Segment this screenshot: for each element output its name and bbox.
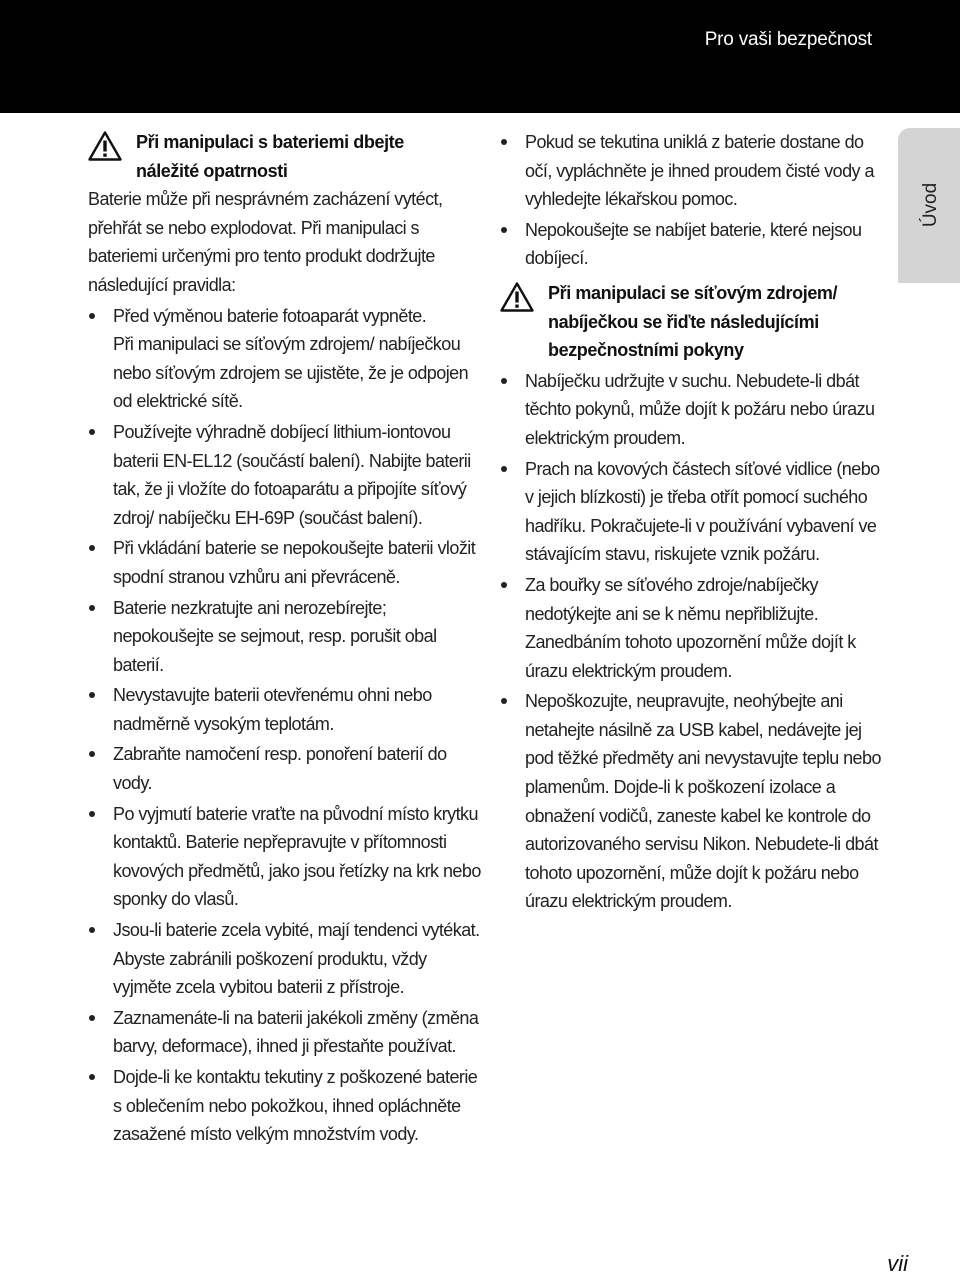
heading-line: nabíječkou se řiďte následujícími	[548, 311, 819, 332]
list-item: Pokud se tekutina uniklá z baterie dostane do očí, vypláchněte je ihned proudem čisté vody a vyhledejte lékařskou pomoc.	[500, 128, 885, 214]
heading-line: náležité opatrnosti	[136, 160, 288, 181]
heading-line: bezpečnostními pokyny	[548, 340, 744, 361]
list-item: Po vyjmutí baterie vraťte na původní místo krytku kontaktů. Baterie nepřepravujte v přítomnosti kovových předmětů, jako jsou řetízky na krk nebo sponky do vlasů.	[88, 800, 483, 914]
list-item: Používejte výhradně dobíjecí lithium-iontovou baterii EN-EL12 (součástí balení). Nabijte baterii tak, že ji vložíte do fotoaparátu a připojíte síťový zdroj/ nabíječku EH-69P (součást balení).	[88, 418, 483, 532]
list-item: Před výměnou baterie fotoaparát vypněte.	[88, 302, 483, 331]
list-item: Nevystavujte baterii otevřenému ohni nebo nadměrně vysokým teplotám.	[88, 681, 483, 738]
charger-warning-heading	[500, 279, 885, 365]
list-item: Při vkládání baterie se nepokoušejte baterii vložit spodní stranou vzhůru ani převráceně.	[88, 534, 483, 591]
battery-rules-list-continued	[500, 128, 885, 273]
left-column	[88, 128, 483, 1149]
battery-intro: Baterie může při nesprávném zacházení vytéct, přehřát se nebo explodovat. Při manipulaci s bateriemi určenými pro tento produkt dodržujte následující pravidla:	[88, 189, 443, 295]
battery-rules-list	[88, 302, 483, 1149]
list-item: Za bouřky se síťového zdroje/nabíječky nedotýkejte ani se k němu nepřibližujte. Zanedbáním tohoto upozornění může dojít k úrazu elektrickým proudem.	[500, 571, 885, 685]
battery-warning-heading	[88, 128, 483, 185]
list-item: Baterie nezkratujte ani nerozebírejte; nepokoušejte se sejmout, resp. porušit obal baterií.	[88, 594, 483, 680]
chapter-tab-label: Úvod	[920, 182, 941, 228]
list-item: Zabraňte namočení resp. ponoření baterií do vody.	[88, 740, 483, 797]
list-item: Nepoškozujte, neupravujte, neohýbejte ani netahejte násilně za USB kabel, nedávejte jej pod těžké předměty ani nevystavujte teplu nebo plamenům. Dojde-li k poškození izolace a obnažení vodičů, zaneste kabel ke kontrole do autorizovaného servisu Nikon. Nebudete-li dbát tohoto upozornění, může dojít k požáru nebo úrazu elektrickým proudem.	[500, 687, 885, 916]
list-item: Nepokoušejte se nabíjet baterie, které nejsou dobíjecí.	[500, 216, 885, 273]
chapter-tab-label-wrap	[914, 150, 948, 260]
chapter-tab[interactable]	[898, 128, 960, 283]
list-item-continuation: Při manipulaci se síťovým zdrojem/ nabíječkou nebo síťovým zdrojem se ujistěte, že je odpojen od elektrické sítě.	[113, 334, 469, 412]
right-column	[500, 128, 885, 916]
heading-line: Při manipulaci s bateriemi dbejte	[136, 132, 404, 152]
list-item: Dojde-li ke kontaktu tekutiny z poškozené baterie s oblečením nebo pokožkou, ihned opláchněte zasažené místo velkým množstvím vody.	[88, 1063, 483, 1149]
section-title: Pro vaši bezpečnost	[704, 29, 872, 50]
heading-line: Při manipulaci se síťovým zdrojem/	[548, 282, 838, 303]
page-header	[0, 0, 960, 113]
list-item: Zaznamenáte-li na baterii jakékoli změny (změna barvy, deformace), ihned ji přestaňte používat.	[88, 1004, 483, 1061]
page-number: vii	[887, 1251, 908, 1276]
charger-rules-list	[500, 367, 885, 916]
list-item: Jsou-li baterie zcela vybité, mají tendenci vytékat. Abyste zabránili poškození produktu, vždy vyjměte zcela vybitou baterii z přístroje.	[88, 916, 483, 1002]
warning-triangle-icon	[88, 131, 122, 161]
warning-triangle-icon	[500, 282, 534, 312]
list-item: Nabíječku udržujte v suchu. Nebudete-li dbát těchto pokynů, může dojít k požáru nebo úrazu elektrickým proudem.	[500, 367, 885, 453]
list-item: Prach na kovových částech síťové vidlice (nebo v jejich blízkosti) je třeba otřít pomocí suchého hadříku. Pokračujete-li v používání vybavení ve stávajícím stavu, riskujete vznik požáru.	[500, 455, 885, 569]
